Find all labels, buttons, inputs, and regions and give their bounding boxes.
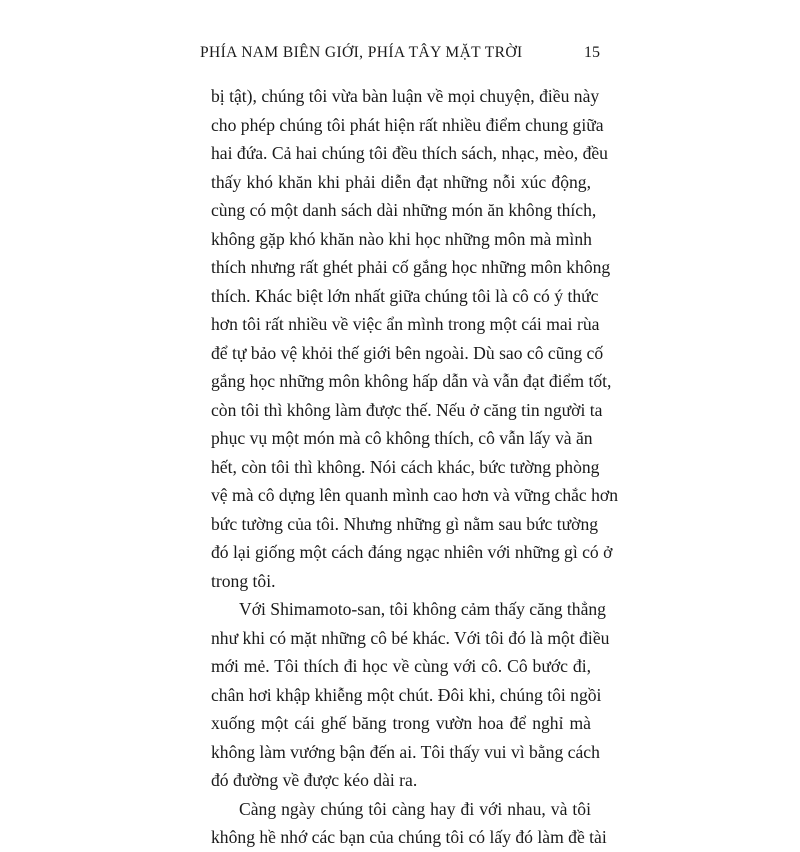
chapter-title: PHÍA NAM BIÊN GIỚI, PHÍA TÂY MẶT TRỜI <box>200 44 523 61</box>
text-line: để tự bảo vệ khỏi thế giới bên ngoài. Dù sao cô cũng cố <box>211 342 604 363</box>
text-line: Càng ngày chúng tôi càng hay đi với nhau, và tôi <box>239 798 591 819</box>
text-line: phục vụ một món mà cô không thích, cô vẫn lấy và ăn <box>211 428 593 448</box>
text-line: Với Shimamoto-san, tôi không cảm thấy căng thẳng <box>239 599 606 619</box>
text-line: như khi có mặt những cô bé khác. Với tôi đó là một điều <box>211 627 610 648</box>
paragraph <box>211 795 607 852</box>
text-line: xuống một cái ghế băng trong vườn hoa để nghỉ mà <box>211 713 591 733</box>
text-line: vệ mà cô dựng lên quanh mình cao hơn và vững chắc hơn <box>211 485 619 505</box>
running-header <box>200 44 600 68</box>
paragraph <box>211 82 619 595</box>
body-text <box>211 82 619 852</box>
text-line: bức tường của tôi. Nhưng những gì nằm sau bức tường <box>211 513 599 534</box>
text-line: hơn tôi rất nhiều về việc ẩn mình trong một cái mai rùa <box>211 314 600 334</box>
text-line: bị tật), chúng tôi vừa bàn luận về mọi chuyện, điều này <box>211 86 600 106</box>
text-line: đó lại giống một cách đáng ngạc nhiên với những gì có ở <box>211 542 613 562</box>
text-line: trong tôi. <box>211 570 276 591</box>
text-line: không gặp khó khăn nào khi học những môn mà mình <box>211 228 592 249</box>
text-line: đó đường về được kéo dài ra. <box>211 770 418 790</box>
text-line: mới mẻ. Tôi thích đi học về cùng với cô. Cô bước đi, <box>211 656 591 676</box>
text-line: còn tôi thì không làm được thế. Nếu ở căng tin người ta <box>211 399 603 420</box>
text-line: cùng có một danh sách dài những món ăn không thích, <box>211 200 597 220</box>
text-line: thích nhưng rất ghét phải cố gắng học những môn không <box>211 257 611 277</box>
text-line: không làm vướng bận đến ai. Tôi thấy vui vì bằng cách <box>211 741 600 762</box>
text-line: gắng học những môn không hấp dẫn và vẫn đạt điểm tốt, <box>211 371 612 391</box>
paragraph <box>211 595 610 795</box>
text-line: hết, còn tôi thì không. Nói cách khác, bức tường phòng <box>211 456 600 477</box>
text-line: thấy khó khăn khi phải diễn đạt những nỗi xúc động, <box>211 171 591 192</box>
text-line: chân hơi khập khiễng một chút. Đôi khi, chúng tôi ngồi <box>211 684 602 705</box>
text-line: cho phép chúng tôi phát hiện rất nhiều điểm chung giữa <box>211 114 604 135</box>
page-number: 15 <box>584 44 600 61</box>
text-line: không hề nhớ các bạn của chúng tôi có lấy đó làm đề tài <box>211 827 607 847</box>
text-line: thích. Khác biệt lớn nhất giữa chúng tôi là cô có ý thức <box>211 285 599 306</box>
text-line: hai đứa. Cả hai chúng tôi đều thích sách, nhạc, mèo, đều <box>211 143 608 163</box>
